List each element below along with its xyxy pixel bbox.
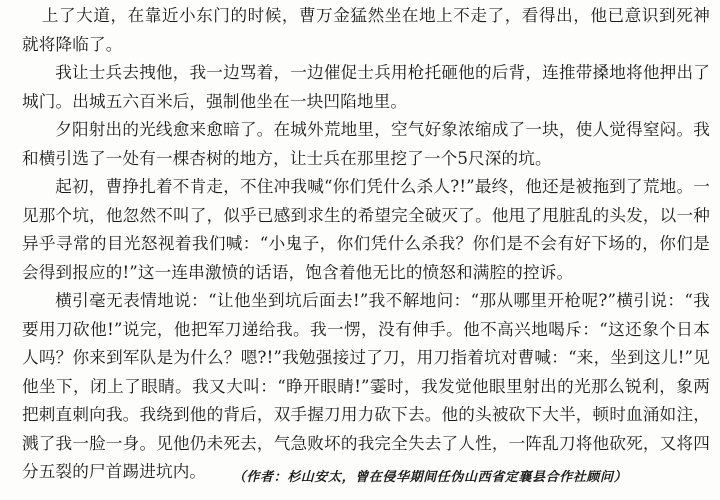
paragraph-5: 横引毫无表情地说：“让他坐到坑后面去!”我不解地问：“那从哪里开枪呢?”横引说：“我要用刀砍他!”说完，他把军刀递给我。我一愣，没有伸手。他不高兴地喝斥：“这还象个日本人吗？你来到军队是为什么？嗯?!”我勉强接过了刀，用刀指着坑对曹喊：“来，坐到这儿!”见他坐下，闭上了眼睛。我又大叫：“睁开眼睛!”霎时，我发觉他眼里射出的光那么锐利，象两把刺直刺向我。我绕到他的背后，双手握刀用力砍下去。他的头被砍下大半，顿时血涌如注，溅了我一脸一身。见他仍未死去，气急败坏的我完全失去了人性，一阵乱刀将他砍死，又将四分五裂的尸首踢进坑内。 [22,291,710,481]
author-note-text: （作者：杉山安太，曾在侵华期间任伪山西省定襄县合作社顾问） [232,470,628,485]
article-body [22,2,710,487]
author-note [0,466,720,485]
paragraph-4: 起初，曹挣扎着不肯走，不住冲我喊“你们凭什么杀人?!”最终，他还是被拖到了荒地。一见那个坑，他忽然不叫了，似乎已感到求生的希望完全破灭了。他甩了甩脏乱的头发，以一种异乎寻常的目光怒视着我们喊：“小鬼子，你们凭什么杀我？你们是不会有好下场的，你们是会得到报应的!”这一连串激愤的话语，饱含着他无比的愤怒和满腔的控诉。 [22,177,710,282]
paragraph-2: 我让士兵去拽他，我一边骂着，一边催促士兵用枪托砸他的后背，连推带搡地将他押出了城门。出城五六百米后，强制他坐在一块凹陷地里。 [22,63,710,111]
paragraph-1: 上了大道，在靠近小东门的时候，曹万金猛然坐在地上不走了，看得出，他已意识到死神就将降临了。 [22,6,710,54]
paragraph-3: 夕阳射出的光线愈来愈暗了。在城外荒地里，空气好象浓缩成了一块，使人觉得窒闷。我和横引选了一处有一棵杏树的地方，让士兵在那里挖了一个5尺深的坑。 [22,120,710,168]
